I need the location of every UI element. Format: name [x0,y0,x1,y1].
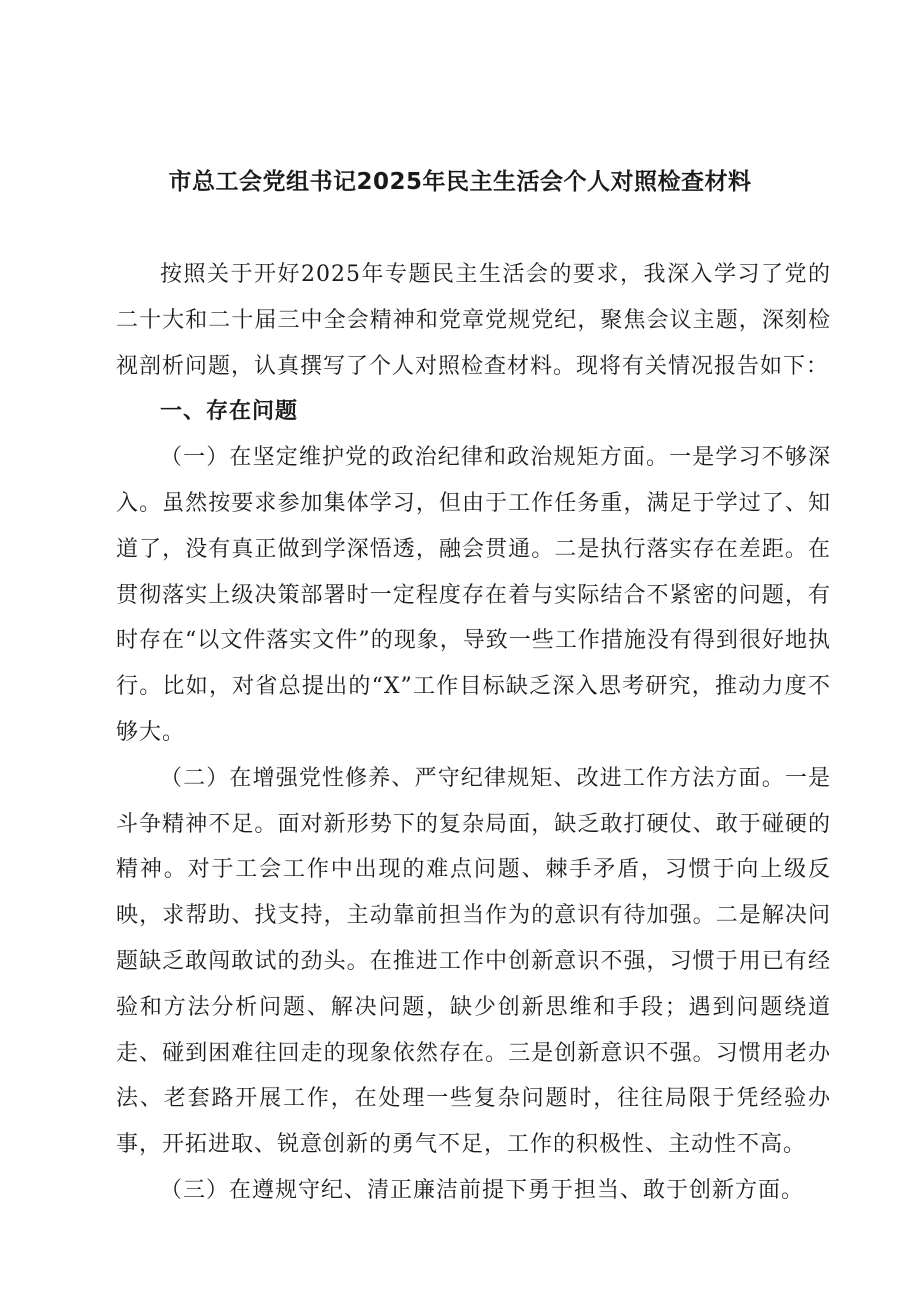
section-heading-problems: 一、存在问题 [160,399,299,425]
problem-item-3: （三）在遵规守纪、清正廉洁前提下勇于担当、敢于创新方面。 [160,1177,805,1203]
document-title: 市总工会党组书记2025年民主生活会个人对照检查材料 [168,169,752,195]
intro-paragraph: 按照关于开好2025年专题民主生活会的要求，我深入学习了党的二十大和二十届三中全会精神和党章党规党纪，聚焦会议主题，深刻检视剖析问题，认真撰写了个人对照检查材料。现将有关情况报告如下： [116,262,831,379]
document-body [116,252,831,1214]
problem-item-1: （一）在坚定维护党的政治纪律和政治规矩方面。一是学习不够深入。虽然按要求参加集体学习，但由于工作任务重，满足于学过了、知道了，没有真正做到学深悟透，融会贯通。二是执行落实存在差距。在贯彻落实上级决策部署时一定程度存在着与实际结合不紧密的问题，有时存在“以文件落实文件”的现象，导致一些工作措施没有得到很好地执行。比如，对省总提出的“X”工作目标缺乏深入思考研究，推动力度不够大。 [116,445,831,745]
problem-item-2: （二）在增强党性修养、严守纪律规矩、改进工作方法方面。一是斗争精神不足。面对新形势下的复杂局面，缺乏敢打硬仗、敢于碰硬的精神。对于工会工作中出现的难点问题、棘手矛盾，习惯于向上级反映，求帮助、找支持，主动靠前担当作为的意识有待加强。二是解决问题缺乏敢闯敢试的劲头。在推进工作中创新意识不强，习惯于用已有经验和方法分析问题、解决问题，缺少创新思维和手段；遇到问题绕道走、碰到困难往回走的现象依然存在。三是创新意识不强。习惯用老办法、老套路开展工作，在处理一些复杂问题时，往往局限于凭经验办事，开拓进取、锐意创新的勇气不足，工作的积极性、主动性不高。 [116,765,831,1158]
